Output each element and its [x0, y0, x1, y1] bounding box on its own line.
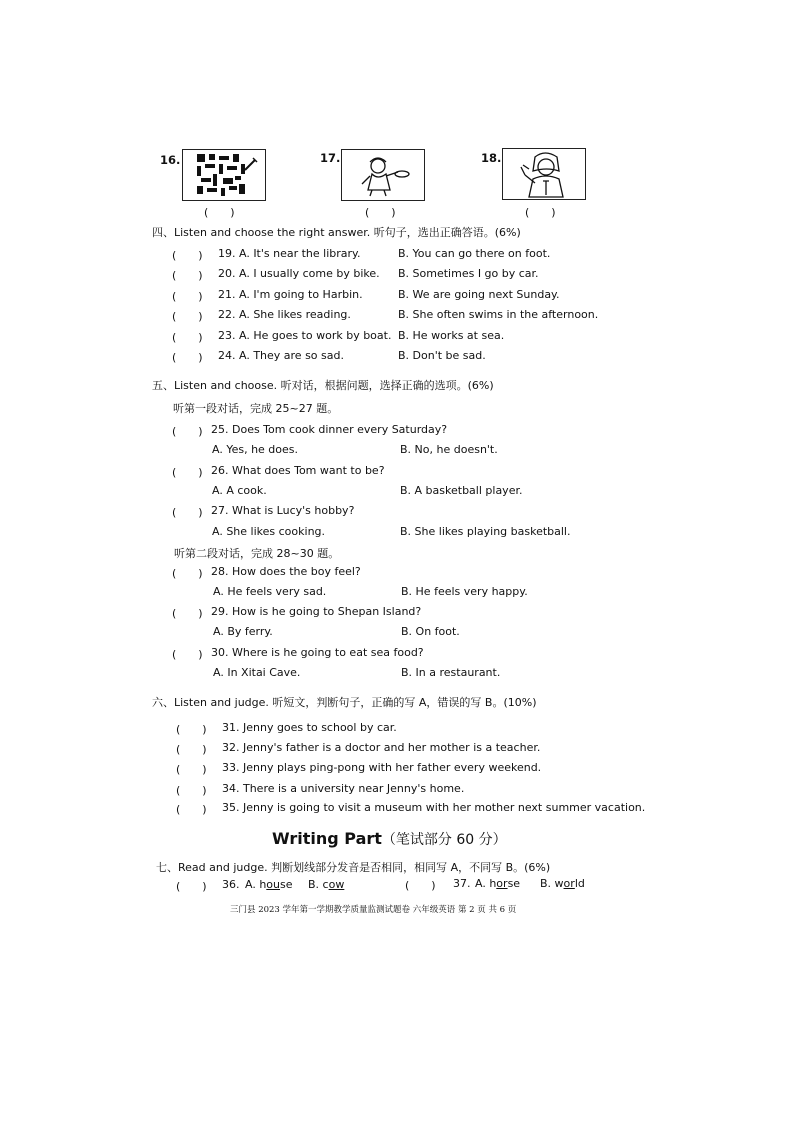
- answer-35[interactable]: ( ): [176, 803, 207, 816]
- question-29-a: A. By ferry.: [213, 625, 273, 638]
- section-6-heading: 六、Listen and judge. 听短文，判断句子，正确的写 A，错误的写 B。(10%): [152, 696, 537, 709]
- picture-16-answer[interactable]: ( ): [204, 206, 235, 219]
- question-24-b: B. Don't be sad.: [398, 349, 486, 362]
- section-7-heading: 七、Read and judge. 判断划线部分发音是否相同，相同写 A，不同写 B。(6%): [156, 861, 551, 874]
- question-26: 26. What does Tom want to be?: [211, 464, 385, 477]
- picture-18-number: 18.: [481, 151, 502, 165]
- answer-29[interactable]: ( ): [172, 607, 203, 620]
- answer-19[interactable]: ( ): [172, 249, 203, 262]
- answer-24[interactable]: ( ): [172, 351, 203, 364]
- answer-37[interactable]: ( ): [405, 879, 436, 892]
- question-23-b: B. He works at sea.: [398, 329, 505, 342]
- answer-28[interactable]: ( ): [172, 567, 203, 580]
- answer-27[interactable]: ( ): [172, 506, 203, 519]
- question-36-a: A. house: [245, 878, 293, 891]
- answer-33[interactable]: ( ): [176, 763, 207, 776]
- question-20-b: B. Sometimes I go by car.: [398, 267, 539, 280]
- statement-31: 31. Jenny goes to school by car.: [222, 721, 397, 734]
- question-25-b: B. No, he doesn't.: [400, 443, 498, 456]
- answer-30[interactable]: ( ): [172, 648, 203, 661]
- writing-part-score: （笔试部分 60 分）: [381, 832, 507, 848]
- answer-36[interactable]: ( ): [176, 880, 207, 893]
- question-25-a: A. Yes, he does.: [212, 443, 299, 456]
- question-24-a: 24. A. They are so sad.: [218, 349, 344, 362]
- question-29-b: B. On foot.: [401, 625, 460, 638]
- answer-32[interactable]: ( ): [176, 743, 207, 756]
- question-37-number: 37.: [453, 877, 471, 890]
- question-28-a: A. He feels very sad.: [213, 585, 327, 598]
- answer-26[interactable]: ( ): [172, 466, 203, 479]
- question-26-a: A. A cook.: [212, 484, 267, 497]
- question-36-number: 36.: [222, 878, 240, 891]
- picture-18: [502, 148, 586, 200]
- question-25: 25. Does Tom cook dinner every Saturday?: [211, 423, 448, 436]
- writing-part-label: Writing Part: [272, 829, 382, 848]
- picture-17-answer[interactable]: ( ): [365, 206, 396, 219]
- question-28-b: B. He feels very happy.: [401, 585, 528, 598]
- question-22-a: 22. A. She likes reading.: [218, 308, 351, 321]
- question-19-b: B. You can go there on foot.: [398, 247, 551, 260]
- question-30-b: B. In a restaurant.: [401, 666, 501, 679]
- question-27-a: A. She likes cooking.: [212, 525, 326, 538]
- picture-16-number: 16.: [160, 153, 181, 167]
- answer-34[interactable]: ( ): [176, 784, 207, 797]
- section-5-heading: 五、Listen and choose. 听对话，根据问题，选择正确的选项。(6%): [152, 379, 494, 392]
- question-29: 29. How is he going to Shepan Island?: [211, 605, 422, 618]
- page-footer: 三门县 2023 学年第一学期教学质量监测试题卷 六年级英语 第 2 页 共 6 页: [230, 905, 517, 915]
- answer-31[interactable]: ( ): [176, 723, 207, 736]
- section-4-heading: 四、Listen and choose the right answer. 听句子，选出正确答语。(6%): [152, 226, 521, 239]
- question-37-b: B. world: [540, 877, 585, 890]
- question-21-a: 21. A. I'm going to Harbin.: [218, 288, 363, 301]
- answer-21[interactable]: ( ): [172, 290, 203, 303]
- question-27-b: B. She likes playing basketball.: [400, 525, 571, 538]
- picture-18-answer[interactable]: ( ): [525, 206, 556, 219]
- question-26-b: B. A basketball player.: [400, 484, 523, 497]
- girl-cooking-icon: [342, 150, 424, 200]
- answer-22[interactable]: ( ): [172, 310, 203, 323]
- question-22-b: B. She often swims in the afternoon.: [398, 308, 599, 321]
- worker-with-wrench-icon: [503, 149, 585, 199]
- statement-33: 33. Jenny plays ping-pong with her father every weekend.: [222, 761, 542, 774]
- statement-35: 35. Jenny is going to visit a museum with her mother next summer vacation.: [222, 801, 646, 814]
- dialog-2-instruction: 听第二段对话，完成 28~30 题。: [174, 547, 340, 560]
- answer-23[interactable]: ( ): [172, 331, 203, 344]
- maze-icon: [183, 150, 265, 200]
- picture-17-number: 17.: [320, 151, 341, 165]
- answer-25[interactable]: ( ): [172, 425, 203, 438]
- question-28: 28. How does the boy feel?: [211, 565, 361, 578]
- question-20-a: 20. A. I usually come by bike.: [218, 267, 380, 280]
- question-36-b: B. cow: [308, 878, 345, 891]
- statement-34: 34. There is a university near Jenny's home.: [222, 782, 465, 795]
- picture-17: [341, 149, 425, 201]
- question-19-a: 19. A. It's near the library.: [218, 247, 361, 260]
- dialog-1-instruction: 听第一段对话，完成 25~27 题。: [173, 402, 339, 415]
- answer-20[interactable]: ( ): [172, 269, 203, 282]
- question-30: 30. Where is he going to eat sea food?: [211, 646, 424, 659]
- statement-32: 32. Jenny's father is a doctor and her mother is a teacher.: [222, 741, 541, 754]
- question-23-a: 23. A. He goes to work by boat.: [218, 329, 392, 342]
- question-21-b: B. We are going next Sunday.: [398, 288, 560, 301]
- question-27: 27. What is Lucy's hobby?: [211, 504, 355, 517]
- question-30-a: A. In Xitai Cave.: [213, 666, 301, 679]
- writing-part-title: [272, 829, 507, 849]
- question-37-a: A. horse: [475, 877, 521, 890]
- picture-16: [182, 149, 266, 201]
